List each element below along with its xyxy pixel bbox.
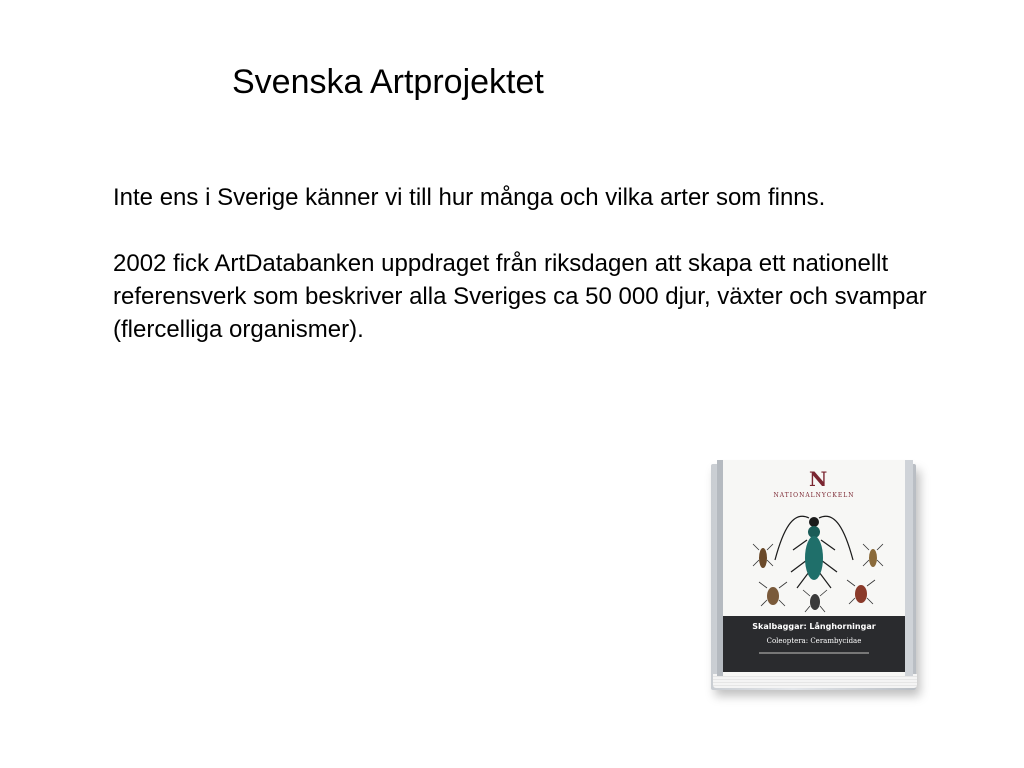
- small-beetle-center-bottom: [803, 590, 827, 612]
- paragraph-intro: Inte ens i Sverige känner vi till hur många och vilka arter som finns.: [113, 184, 826, 211]
- paragraph-artdatabanken: 2002 fick ArtDatabanken uppdraget från riksdagen att skapa ett nationellt referensverk som beskriver alla Sveriges ca 50 000 djur, växter och svampar (flercelliga organismer).: [113, 250, 927, 343]
- beetle-illustration: [723, 500, 905, 616]
- book-pages: [713, 674, 917, 688]
- small-beetle-left-bottom: [759, 582, 787, 606]
- nationalnyckeln-logo: N: [809, 467, 828, 491]
- cover-series-name: NATIONALNYCKELN: [773, 492, 855, 499]
- cover-book-subtitle: Coleoptera: Cerambycidae: [766, 637, 862, 645]
- slide-body: [113, 181, 933, 346]
- main-beetle-body: [805, 536, 823, 580]
- cover-fine-print: [759, 652, 869, 654]
- cover-book-title: Skalbaggar: Långhorningar: [752, 622, 876, 631]
- small-beetle-right-bottom: [847, 580, 875, 604]
- small-beetle-left-top: [753, 544, 773, 568]
- small-beetle-right-top: [863, 544, 883, 567]
- main-beetle-head: [809, 517, 819, 527]
- cover-title-band: [723, 616, 905, 672]
- book-image: [705, 460, 945, 700]
- book-cover: [717, 460, 913, 676]
- slide-title: Svenska Artprojektet: [232, 63, 544, 101]
